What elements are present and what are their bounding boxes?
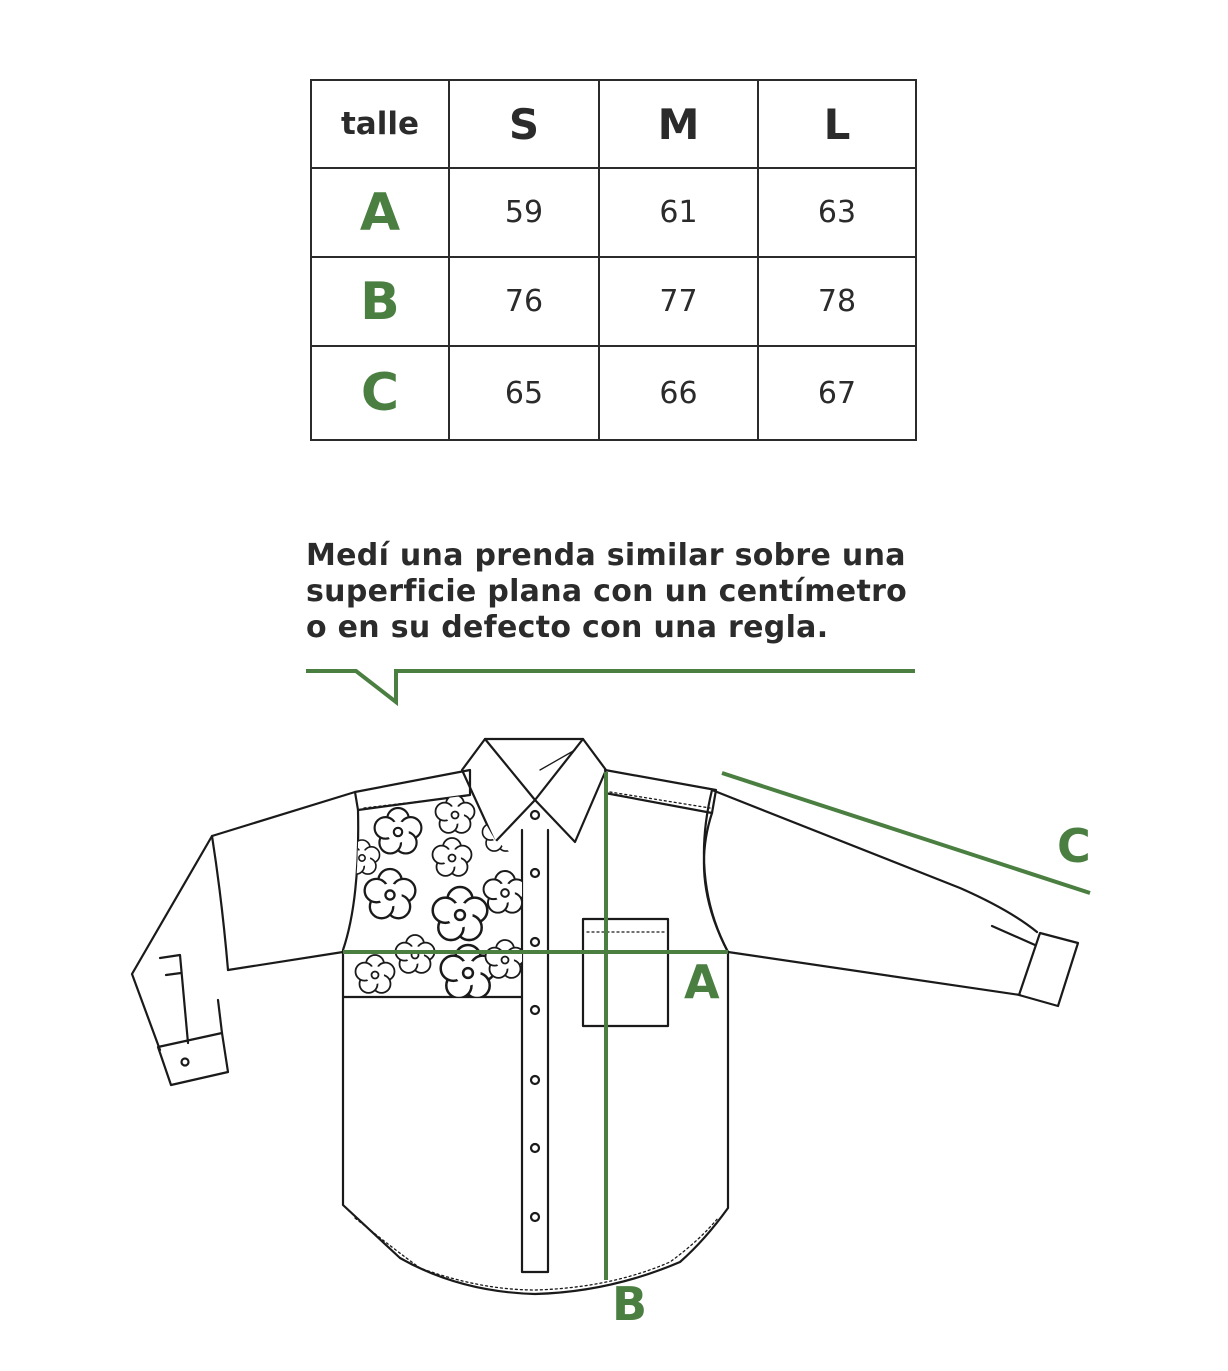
row-label-a: A xyxy=(311,168,449,257)
cuff-button xyxy=(182,1059,189,1066)
measure-label-a: A xyxy=(684,955,720,1009)
measure-label-b: B xyxy=(612,1277,648,1331)
table-cell: 66 xyxy=(599,346,758,440)
table-cell: 67 xyxy=(758,346,916,440)
size-header-s: S xyxy=(449,80,599,168)
left-sleeve xyxy=(132,792,355,1085)
size-header-m: M xyxy=(599,80,758,168)
floral-print xyxy=(0,0,526,998)
shirt-buttons xyxy=(531,811,539,1221)
measure-label-c: C xyxy=(1057,819,1091,873)
table-cell: 63 xyxy=(758,168,916,257)
right-cuff xyxy=(1019,933,1078,1006)
right-sleeve xyxy=(704,790,1078,1006)
left-cuff xyxy=(158,1033,228,1085)
instructions-line-2: superficie plana con un centímetro xyxy=(306,574,908,609)
instructions-line-3: o en su defecto con una regla. xyxy=(306,610,829,645)
table-cell: 65 xyxy=(449,346,599,440)
chest-pocket xyxy=(583,919,668,1026)
size-header-l: L xyxy=(758,80,916,168)
table-cell: 78 xyxy=(758,257,916,346)
table-cell: 77 xyxy=(599,257,758,346)
callout-line xyxy=(306,671,915,702)
table-cell: 59 xyxy=(449,168,599,257)
measure-line-c xyxy=(722,773,1090,893)
table-cell: 76 xyxy=(449,257,599,346)
size-column-header: talle xyxy=(311,80,449,168)
button-placket xyxy=(522,830,548,1272)
table-cell: 61 xyxy=(599,168,758,257)
row-label-c: C xyxy=(311,346,449,440)
row-label-b: B xyxy=(311,257,449,346)
instructions-line-1: Medí una prenda similar sobre una xyxy=(306,538,906,573)
